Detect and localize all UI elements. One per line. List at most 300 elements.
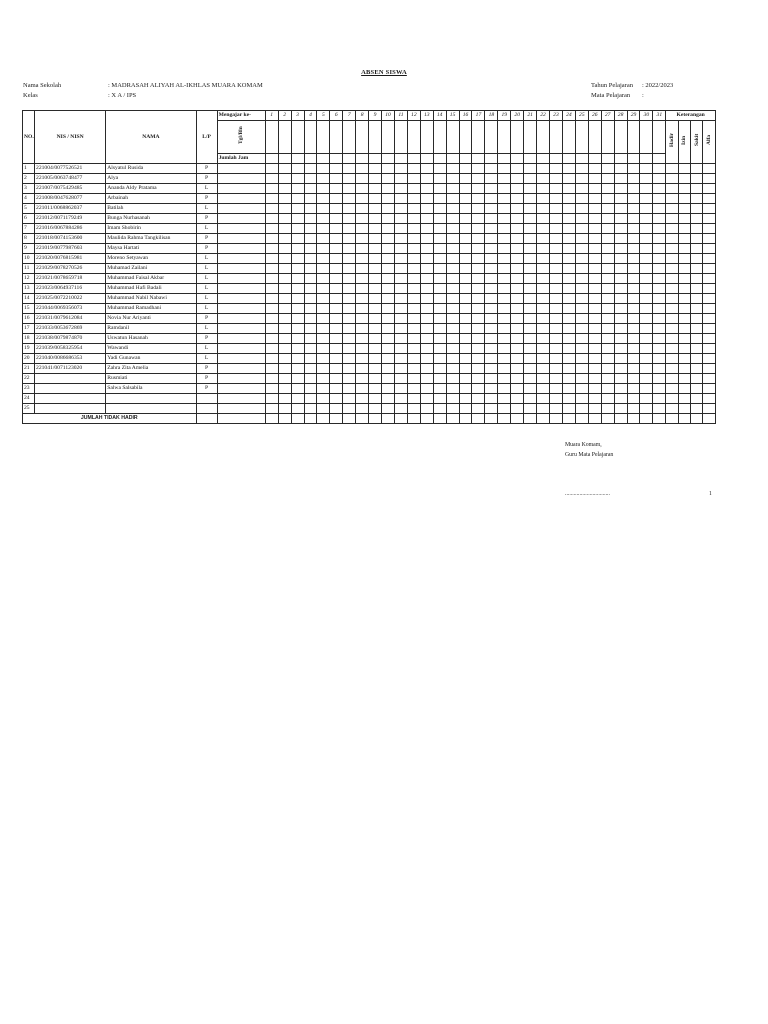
attendance-cell <box>304 184 317 194</box>
attendance-cell <box>653 284 666 294</box>
attendance-cell <box>472 394 485 404</box>
attendance-cell <box>640 394 653 404</box>
student-name <box>106 404 196 414</box>
attendance-cell <box>433 374 446 384</box>
attendance-cell <box>459 174 472 184</box>
attendance-cell <box>537 224 550 234</box>
keterangan-count-cell <box>690 284 702 294</box>
student-no: 19 <box>23 344 35 354</box>
attendance-cell <box>627 294 640 304</box>
student-no: 23 <box>23 384 35 394</box>
student-nis: 221029/0078270526 <box>35 264 106 274</box>
attendance-cell <box>420 364 433 374</box>
keterangan-count-cell <box>666 344 678 354</box>
attendance-cell <box>459 314 472 324</box>
attendance-cell <box>382 404 395 414</box>
keterangan-sakit-label: Sakit <box>693 133 700 147</box>
attendance-cell <box>304 254 317 264</box>
day-header: 14 <box>433 111 446 121</box>
attendance-cell <box>511 224 524 234</box>
attendance-cell <box>382 264 395 274</box>
attendance-cell <box>420 164 433 174</box>
student-blank-cell <box>217 384 265 394</box>
student-name: Salwa Salsabila <box>106 384 196 394</box>
attendance-cell <box>459 264 472 274</box>
keterangan-count-cell <box>666 254 678 264</box>
attendance-cell <box>394 344 407 354</box>
attendance-cell <box>601 234 614 244</box>
total-day-cell <box>394 414 407 424</box>
student-nis: 221008/0047628077 <box>35 194 106 204</box>
attendance-cell <box>640 174 653 184</box>
attendance-cell <box>291 224 304 234</box>
student-blank-cell <box>217 394 265 404</box>
tgl-bln-cell <box>217 121 265 154</box>
attendance-cell <box>317 404 330 414</box>
attendance-cell <box>562 304 575 314</box>
student-gender: L <box>196 294 217 304</box>
attendance-cell <box>511 284 524 294</box>
attendance-cell <box>472 204 485 214</box>
total-day-cell <box>601 414 614 424</box>
attendance-cell <box>433 234 446 244</box>
attendance-cell <box>653 324 666 334</box>
keterangan-count-cell <box>678 244 690 254</box>
attendance-cell <box>588 354 601 364</box>
attendance-cell <box>550 184 563 194</box>
student-nis: 221031/0079612084 <box>35 314 106 324</box>
attendance-cell <box>472 334 485 344</box>
attendance-cell <box>498 374 511 384</box>
attendance-cell <box>537 384 550 394</box>
keterangan-count-cell <box>666 234 678 244</box>
keterangan-count-cell <box>666 284 678 294</box>
jam-cell <box>575 154 588 164</box>
attendance-cell <box>265 234 278 244</box>
total-day-cell <box>511 414 524 424</box>
student-blank-cell <box>217 304 265 314</box>
attendance-cell <box>420 234 433 244</box>
attendance-cell <box>291 234 304 244</box>
attendance-cell <box>330 404 343 414</box>
attendance-cell <box>485 364 498 374</box>
attendance-cell <box>627 234 640 244</box>
attendance-cell <box>291 354 304 364</box>
attendance-cell <box>485 314 498 324</box>
student-nis: 221011/0068862037 <box>35 204 106 214</box>
attendance-cell <box>446 304 459 314</box>
attendance-cell <box>265 374 278 384</box>
attendance-cell <box>369 184 382 194</box>
attendance-cell <box>511 244 524 254</box>
attendance-cell <box>614 364 627 374</box>
attendance-cell <box>265 164 278 174</box>
attendance-cell <box>562 294 575 304</box>
attendance-cell <box>433 314 446 324</box>
attendance-cell <box>291 184 304 194</box>
total-row <box>23 414 716 424</box>
attendance-cell <box>485 164 498 174</box>
attendance-cell <box>459 164 472 174</box>
keterangan-count-cell <box>690 374 702 384</box>
attendance-cell <box>653 334 666 344</box>
attendance-cell <box>291 374 304 384</box>
student-gender: L <box>196 254 217 264</box>
attendance-cell <box>511 364 524 374</box>
attendance-cell <box>575 304 588 314</box>
attendance-cell <box>330 234 343 244</box>
attendance-cell <box>614 254 627 264</box>
attendance-cell <box>537 164 550 174</box>
attendance-cell <box>511 354 524 364</box>
attendance-cell <box>394 374 407 384</box>
attendance-cell <box>446 384 459 394</box>
keterangan-count-cell <box>690 294 702 304</box>
attendance-cell <box>498 164 511 174</box>
attendance-cell <box>382 384 395 394</box>
attendance-cell <box>511 204 524 214</box>
jam-cell <box>407 154 420 164</box>
attendance-cell <box>640 284 653 294</box>
attendance-cell <box>382 234 395 244</box>
attendance-cell <box>614 344 627 354</box>
attendance-cell <box>304 234 317 244</box>
attendance-cell <box>614 304 627 314</box>
attendance-cell <box>278 314 291 324</box>
student-nis <box>35 374 106 384</box>
attendance-cell <box>575 234 588 244</box>
day-header: 27 <box>601 111 614 121</box>
attendance-cell <box>394 364 407 374</box>
attendance-cell <box>498 244 511 254</box>
attendance-cell <box>614 334 627 344</box>
attendance-cell <box>278 174 291 184</box>
attendance-cell <box>433 174 446 184</box>
attendance-cell <box>394 404 407 414</box>
keterangan-count-cell <box>678 314 690 324</box>
attendance-cell <box>291 174 304 184</box>
attendance-cell <box>407 204 420 214</box>
attendance-cell <box>627 284 640 294</box>
attendance-cell <box>511 274 524 284</box>
day-header: 28 <box>614 111 627 121</box>
day-header: 6 <box>330 111 343 121</box>
day-header: 25 <box>575 111 588 121</box>
attendance-cell <box>485 234 498 244</box>
student-gender: L <box>196 284 217 294</box>
document-title: ABSEN SISWA <box>361 69 407 76</box>
keterangan-count-cell <box>703 234 716 244</box>
attendance-cell <box>562 194 575 204</box>
student-no: 7 <box>23 224 35 234</box>
attendance-cell <box>420 304 433 314</box>
total-keterangan-cell <box>690 414 702 424</box>
jam-cell <box>588 154 601 164</box>
keterangan-count-cell <box>703 354 716 364</box>
attendance-cell <box>304 274 317 284</box>
attendance-cell <box>278 364 291 374</box>
attendance-cell <box>562 364 575 374</box>
attendance-cell <box>485 184 498 194</box>
attendance-cell <box>278 234 291 244</box>
attendance-cell <box>614 224 627 234</box>
attendance-cell <box>446 214 459 224</box>
keterangan-header: Keterangan <box>666 111 716 121</box>
student-row <box>23 344 716 354</box>
attendance-cell <box>369 294 382 304</box>
attendance-cell <box>498 294 511 304</box>
attendance-cell <box>614 394 627 404</box>
attendance-cell <box>291 214 304 224</box>
keterangan-count-cell <box>666 304 678 314</box>
attendance-cell <box>640 374 653 384</box>
keterangan-count-cell <box>666 244 678 254</box>
attendance-cell <box>640 194 653 204</box>
attendance-cell <box>485 274 498 284</box>
attendance-cell <box>601 204 614 214</box>
attendance-cell <box>407 244 420 254</box>
attendance-cell <box>537 364 550 374</box>
mengajar-header: Mengajar ke- <box>217 111 265 121</box>
attendance-cell <box>575 174 588 184</box>
student-name: Alya <box>106 174 196 184</box>
attendance-cell <box>407 354 420 364</box>
attendance-cell <box>330 304 343 314</box>
attendance-cell <box>575 194 588 204</box>
attendance-cell <box>601 254 614 264</box>
attendance-cell <box>537 254 550 264</box>
attendance-cell <box>588 214 601 224</box>
student-blank-cell <box>217 204 265 214</box>
student-row <box>23 254 716 264</box>
attendance-cell <box>472 284 485 294</box>
attendance-cell <box>304 394 317 404</box>
keterangan-count-cell <box>678 164 690 174</box>
student-nis: 221005/0063748477 <box>35 174 106 184</box>
student-gender: L <box>196 224 217 234</box>
attendance-cell <box>304 324 317 334</box>
attendance-cell <box>382 164 395 174</box>
attendance-cell <box>369 374 382 384</box>
attendance-cell <box>291 194 304 204</box>
subject-label: Mata Pelajaran <box>591 92 631 99</box>
attendance-cell <box>511 314 524 324</box>
attendance-cell <box>356 404 369 414</box>
keterangan-count-cell <box>678 224 690 234</box>
attendance-cell <box>343 174 356 184</box>
attendance-cell <box>614 204 627 214</box>
attendance-cell <box>317 344 330 354</box>
attendance-cell <box>420 354 433 364</box>
attendance-body <box>23 111 716 424</box>
keterangan-count-cell <box>666 324 678 334</box>
attendance-cell <box>498 214 511 224</box>
attendance-cell <box>640 244 653 254</box>
attendance-cell <box>524 404 537 414</box>
attendance-cell <box>627 384 640 394</box>
keterangan-count-cell <box>666 264 678 274</box>
attendance-cell <box>446 254 459 264</box>
attendance-cell <box>317 254 330 264</box>
attendance-cell <box>433 354 446 364</box>
attendance-cell <box>330 334 343 344</box>
attendance-cell <box>278 324 291 334</box>
jam-cell <box>382 154 395 164</box>
attendance-cell <box>498 324 511 334</box>
attendance-cell <box>498 284 511 294</box>
keterangan-count-cell <box>666 334 678 344</box>
student-name: Ananda Aldy Pratama <box>106 184 196 194</box>
attendance-cell <box>459 324 472 334</box>
attendance-cell <box>485 214 498 224</box>
total-day-cell <box>524 414 537 424</box>
student-name: Muhammad Nabil Nabawi <box>106 294 196 304</box>
attendance-cell <box>627 304 640 314</box>
attendance-cell <box>485 294 498 304</box>
attendance-cell <box>653 404 666 414</box>
date-cell <box>265 121 278 154</box>
attendance-cell <box>601 274 614 284</box>
attendance-cell <box>472 244 485 254</box>
attendance-cell <box>562 334 575 344</box>
student-no: 3 <box>23 184 35 194</box>
student-no: 14 <box>23 294 35 304</box>
student-gender: L <box>196 204 217 214</box>
keterangan-count-cell <box>690 244 702 254</box>
attendance-cell <box>433 384 446 394</box>
attendance-cell <box>653 304 666 314</box>
student-no: 21 <box>23 364 35 374</box>
attendance-cell <box>498 184 511 194</box>
attendance-cell <box>304 224 317 234</box>
attendance-cell <box>265 274 278 284</box>
total-day-cell <box>433 414 446 424</box>
attendance-cell <box>588 164 601 174</box>
attendance-cell <box>356 224 369 234</box>
attendance-cell <box>433 284 446 294</box>
attendance-cell <box>524 304 537 314</box>
attendance-cell <box>407 194 420 204</box>
attendance-cell <box>446 284 459 294</box>
attendance-cell <box>446 344 459 354</box>
keterangan-count-cell <box>678 264 690 274</box>
keterangan-count-cell <box>678 254 690 264</box>
attendance-cell <box>562 234 575 244</box>
attendance-cell <box>394 274 407 284</box>
day-header: 1 <box>265 111 278 121</box>
attendance-cell <box>627 264 640 274</box>
keterangan-count-cell <box>690 304 702 314</box>
attendance-cell <box>304 244 317 254</box>
keterangan-count-cell <box>690 194 702 204</box>
student-row <box>23 374 716 384</box>
attendance-cell <box>627 254 640 264</box>
attendance-cell <box>265 364 278 374</box>
attendance-cell <box>459 354 472 364</box>
keterangan-hadir-cell <box>666 121 678 164</box>
attendance-cell <box>278 304 291 314</box>
attendance-cell <box>317 214 330 224</box>
date-cell <box>407 121 420 154</box>
attendance-cell <box>278 404 291 414</box>
attendance-cell <box>382 374 395 384</box>
attendance-cell <box>627 174 640 184</box>
keterangan-count-cell <box>678 324 690 334</box>
keterangan-count-cell <box>703 184 716 194</box>
attendance-cell <box>330 174 343 184</box>
keterangan-sakit-cell <box>690 121 702 164</box>
attendance-cell <box>511 374 524 384</box>
keterangan-count-cell <box>666 204 678 214</box>
student-blank-cell <box>217 254 265 264</box>
attendance-cell <box>627 164 640 174</box>
attendance-cell <box>291 364 304 374</box>
attendance-cell <box>653 164 666 174</box>
attendance-cell <box>588 274 601 284</box>
attendance-cell <box>369 194 382 204</box>
attendance-cell <box>369 324 382 334</box>
attendance-cell <box>265 334 278 344</box>
attendance-cell <box>407 404 420 414</box>
attendance-cell <box>614 374 627 384</box>
attendance-cell <box>446 194 459 204</box>
day-header: 10 <box>382 111 395 121</box>
jam-cell <box>498 154 511 164</box>
attendance-cell <box>498 384 511 394</box>
attendance-cell <box>575 354 588 364</box>
student-row <box>23 174 716 184</box>
attendance-cell <box>317 384 330 394</box>
keterangan-count-cell <box>666 194 678 204</box>
attendance-cell <box>304 354 317 364</box>
attendance-cell <box>588 394 601 404</box>
attendance-cell <box>472 194 485 204</box>
day-header: 24 <box>562 111 575 121</box>
attendance-cell <box>524 214 537 224</box>
day-header: 29 <box>627 111 640 121</box>
attendance-cell <box>601 404 614 414</box>
attendance-cell <box>524 164 537 174</box>
attendance-cell <box>304 264 317 274</box>
attendance-cell <box>446 234 459 244</box>
student-blank-cell <box>217 324 265 334</box>
keterangan-count-cell <box>703 254 716 264</box>
attendance-cell <box>614 164 627 174</box>
keterangan-count-cell <box>690 184 702 194</box>
attendance-cell <box>382 334 395 344</box>
subject-value: : <box>642 92 644 99</box>
attendance-cell <box>433 254 446 264</box>
attendance-cell <box>550 234 563 244</box>
attendance-cell <box>382 204 395 214</box>
attendance-cell <box>550 224 563 234</box>
attendance-cell <box>343 334 356 344</box>
day-header: 13 <box>420 111 433 121</box>
keterangan-count-cell <box>703 164 716 174</box>
student-no: 11 <box>23 264 35 274</box>
attendance-cell <box>420 344 433 354</box>
attendance-cell <box>511 194 524 204</box>
attendance-cell <box>550 214 563 224</box>
jam-cell <box>278 154 291 164</box>
attendance-cell <box>459 244 472 254</box>
attendance-cell <box>601 194 614 204</box>
date-cell <box>524 121 537 154</box>
attendance-cell <box>446 334 459 344</box>
attendance-cell <box>640 184 653 194</box>
attendance-cell <box>330 384 343 394</box>
date-cell <box>330 121 343 154</box>
